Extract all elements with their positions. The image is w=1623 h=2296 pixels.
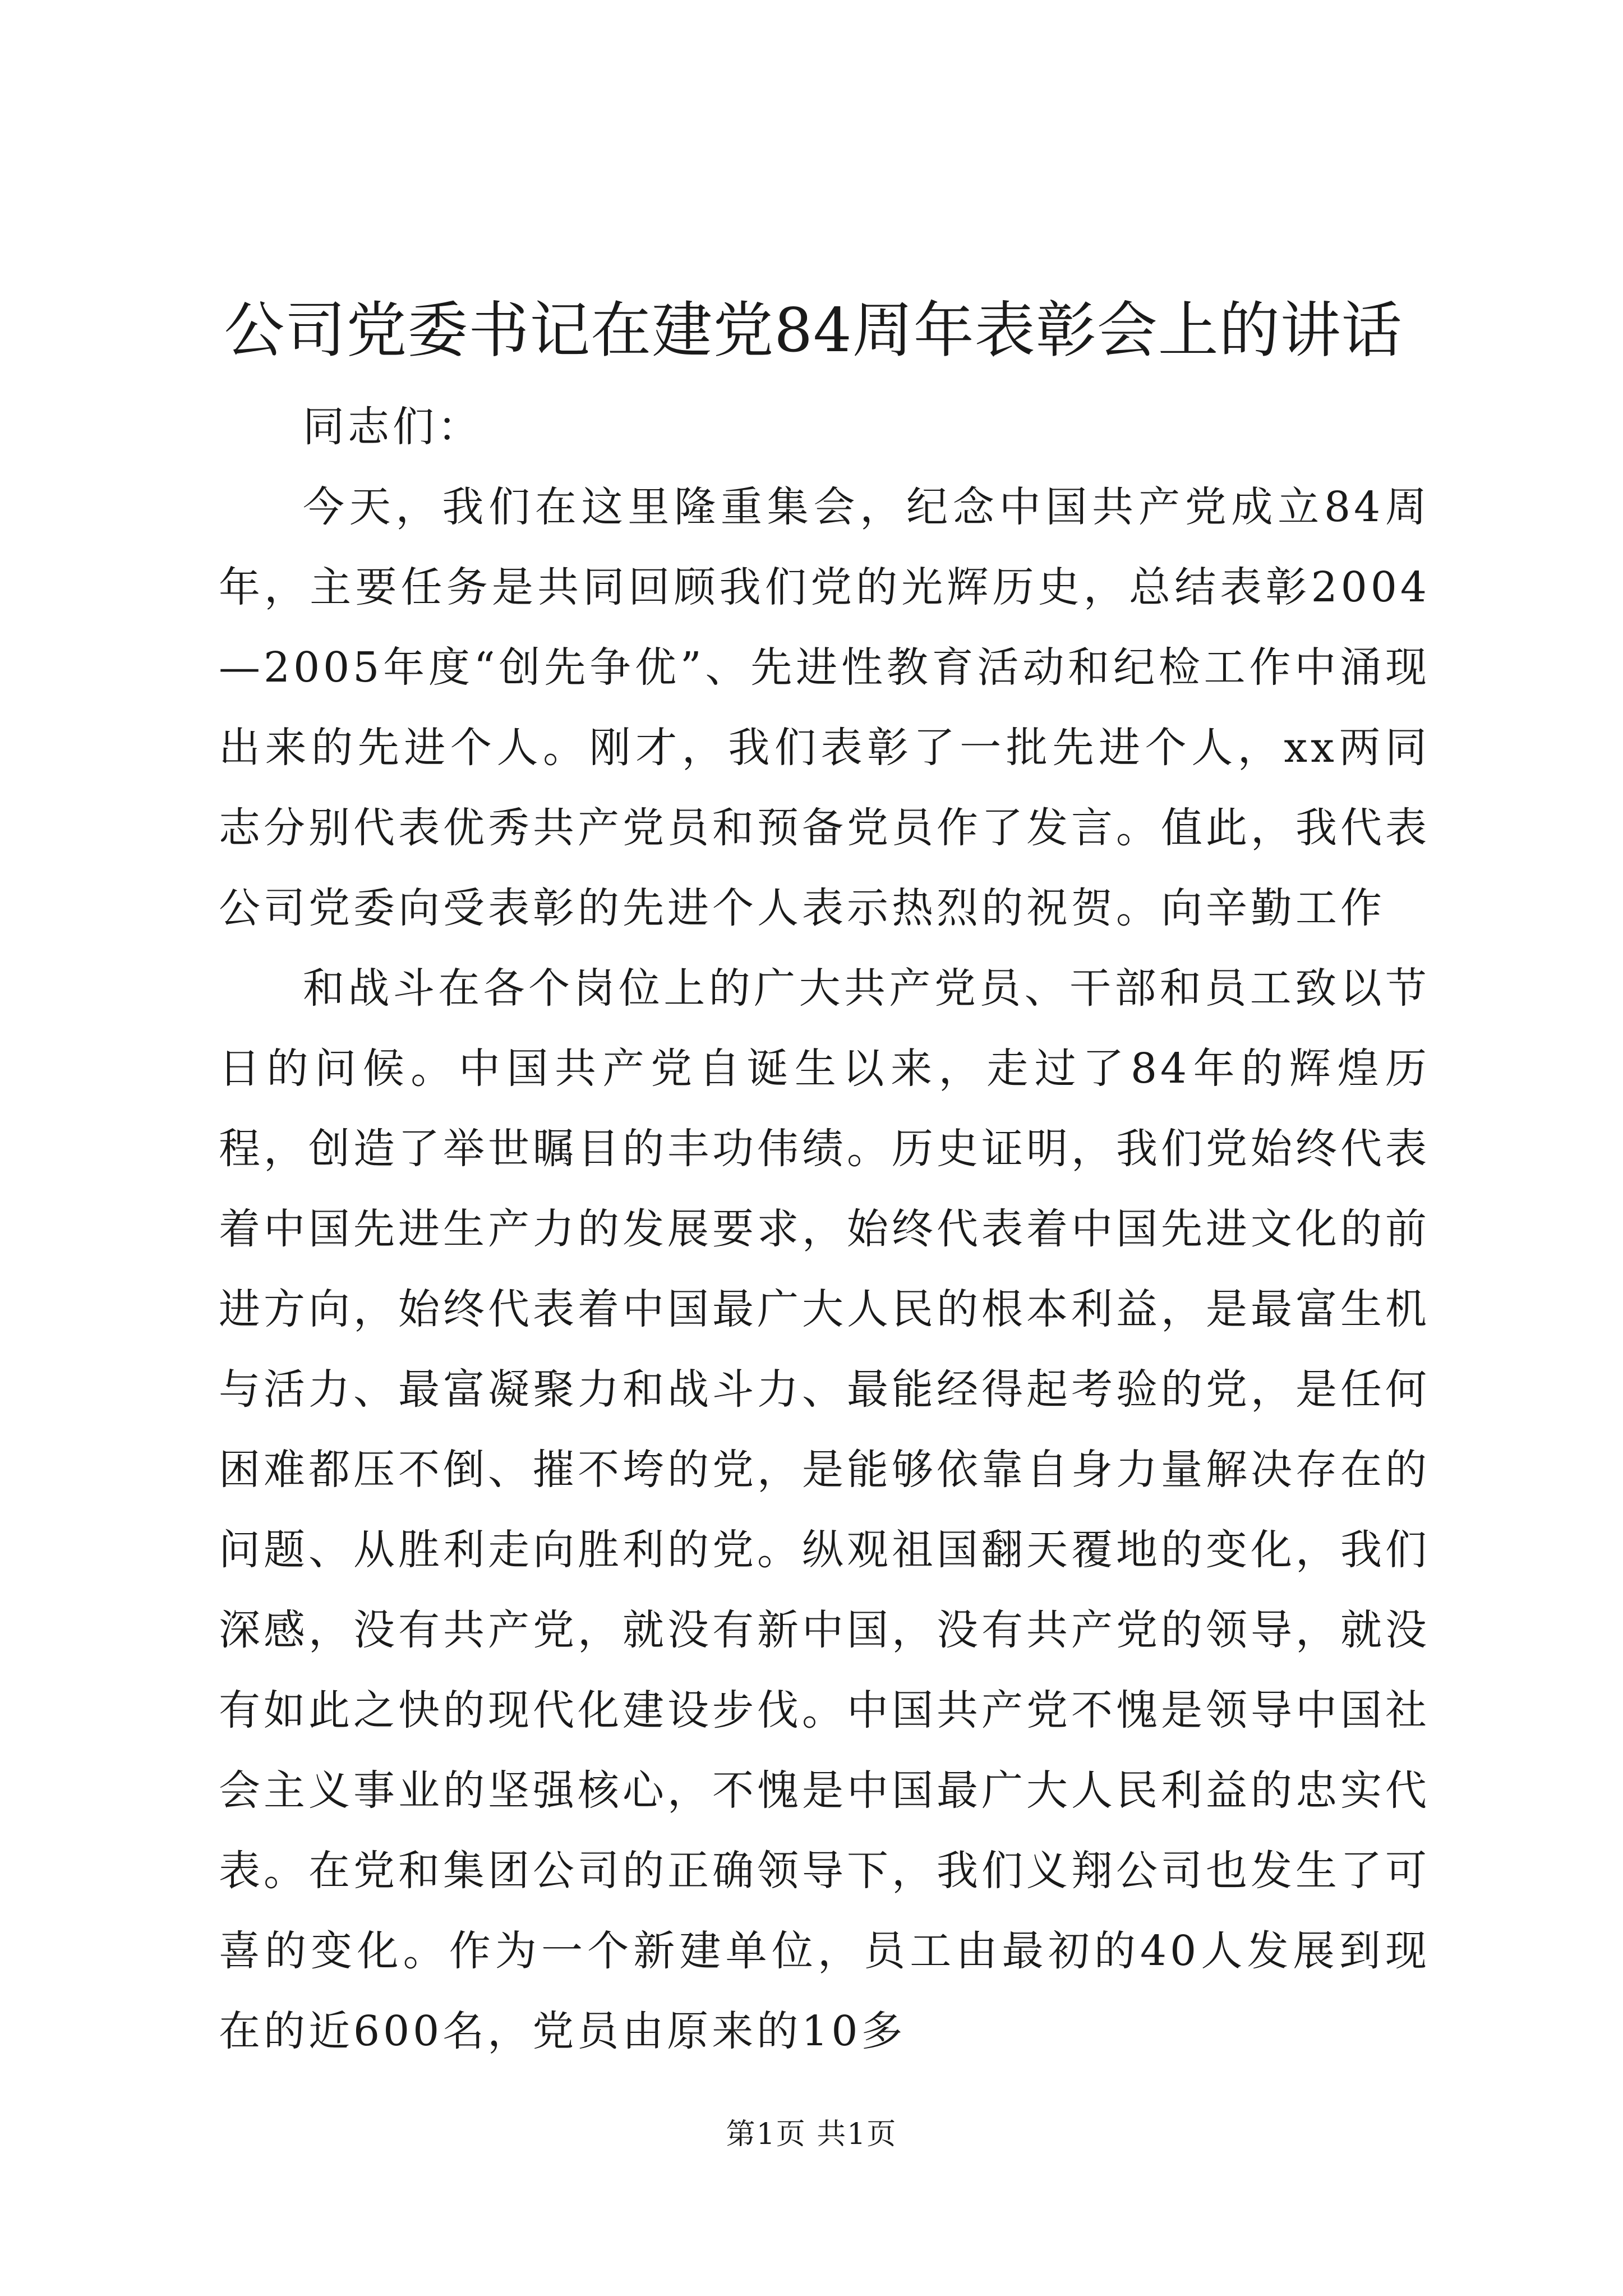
document-title: 公司党委书记在建党84周年表彰会上的讲话	[224, 296, 1403, 366]
document-body	[219, 387, 1430, 2072]
page-number-footer: 第1页 共1页	[726, 2118, 897, 2151]
paragraph-1: 今天，我们在这里隆重集会，纪念中国共产党成立84周年，主要任务是共同回顾我们党的光辉历史，总结表彰2004—2005年度“创先争优”、先进性教育活动和纪检工作中涌现出来的先进个人。刚才，我们表彰了一批先进个人，xx两同志分别代表优秀共产党员和预备党员作了发言。值此，我代表公司党委向受表彰的先进个人表示热烈的祝贺。向辛勤工作	[219, 483, 1430, 932]
salutation: 同志们：	[303, 403, 482, 451]
paragraph-2: 和战斗在各个岗位上的广大共产党员、干部和员工致以节日的问候。中国共产党自诞生以来，走过了84年的辉煌历程，创造了举世瞩目的丰功伟绩。历史证明，我们党始终代表着中国先进生产力的发展要求，始终代表着中国先进文化的前进方向，始终代表着中国最广大人民的根本利益，是最富生机与活力、最富凝聚力和战斗力、最能经得起考验的党，是任何困难都压不倒、摧不垮的党，是能够依靠自身力量解决存在的问题、从胜利走向胜利的党。纵观祖国翻天覆地的变化，我们深感，没有共产党，就没有新中国，没有共产党的领导，就没有如此之快的现代化建设步伐。中国共产党不愧是领导中国社会主义事业的坚强核心，不愧是中国最广大人民利益的忠实代表。在党和集团公司的正确领导下，我们义翔公司也发生了可喜的变化。作为一个新建单位，员工由最初的40人发展到现在的近600名，党员由原来的10多	[219, 964, 1430, 2055]
